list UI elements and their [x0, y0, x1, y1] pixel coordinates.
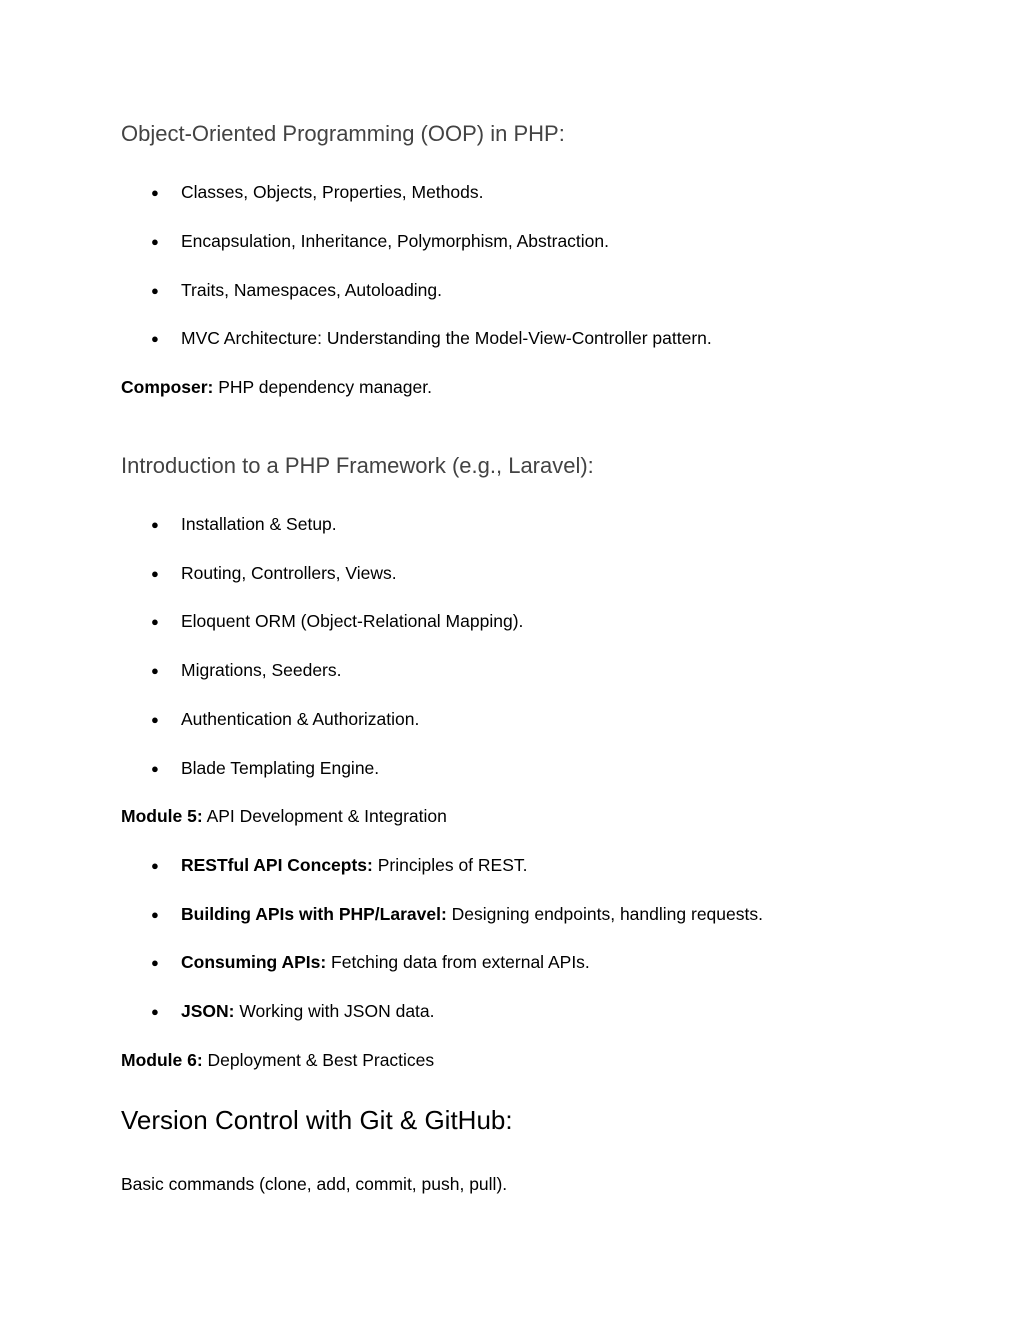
module-5-label: Module 5:: [121, 806, 203, 826]
bullet-icon: ●: [151, 761, 159, 776]
list-item: ● MVC Architecture: Understanding the Model-View-Controller pattern.: [151, 328, 712, 348]
bullet-icon: ●: [151, 955, 159, 970]
module-5-paragraph: Module 5: API Development & Integration: [121, 806, 447, 826]
bullet-icon: ●: [151, 517, 159, 532]
list-item: ● Encapsulation, Inheritance, Polymorphism, Abstraction.: [151, 231, 609, 251]
list-item: ● RESTful API Concepts: Principles of REST.: [151, 855, 528, 875]
composer-label: Composer:: [121, 377, 214, 397]
module-6-label: Module 6:: [121, 1050, 203, 1070]
list-item: ● Classes, Objects, Properties, Methods.: [151, 182, 484, 202]
bullet-icon: ●: [151, 663, 159, 678]
bullet-icon: ●: [151, 331, 159, 346]
list-item: ● Traits, Namespaces, Autoloading.: [151, 280, 443, 300]
list-item: ● Authentication & Authorization.: [151, 709, 420, 729]
list-item: ● Consuming APIs: Fetching data from external APIs.: [151, 952, 590, 972]
framework-heading: Introduction to a PHP Framework (e.g., Laravel):: [121, 453, 594, 478]
oop-heading: Object-Oriented Programming (OOP) in PHP:: [121, 121, 565, 146]
git-heading: Version Control with Git & GitHub:: [121, 1105, 513, 1135]
list-item: ● Migrations, Seeders.: [151, 660, 342, 680]
list-item: ● Blade Templating Engine.: [151, 758, 380, 778]
bullet-icon: ●: [151, 185, 159, 200]
bullet-icon: ●: [151, 712, 159, 727]
bullet-icon: ●: [151, 858, 159, 873]
list-item: ● Building APIs with PHP/Laravel: Designing endpoints, handling requests.: [151, 904, 763, 924]
bullet-icon: ●: [151, 907, 159, 922]
bullet-icon: ●: [151, 283, 159, 298]
composer-paragraph: Composer: PHP dependency manager.: [121, 377, 432, 397]
list-item: ● Installation & Setup.: [151, 514, 337, 534]
git-paragraph: Basic commands (clone, add, commit, push, pull).: [121, 1174, 508, 1194]
bullet-icon: ●: [151, 614, 159, 629]
list-item: ● Eloquent ORM (Object-Relational Mapping).: [151, 611, 524, 631]
list-item: ● JSON: Working with JSON data.: [151, 1001, 435, 1021]
list-item: ● Routing, Controllers, Views.: [151, 563, 397, 583]
module-6-paragraph: Module 6: Deployment & Best Practices: [121, 1050, 435, 1070]
bullet-icon: ●: [151, 234, 159, 249]
bullet-icon: ●: [151, 1004, 159, 1019]
bullet-icon: ●: [151, 566, 159, 581]
